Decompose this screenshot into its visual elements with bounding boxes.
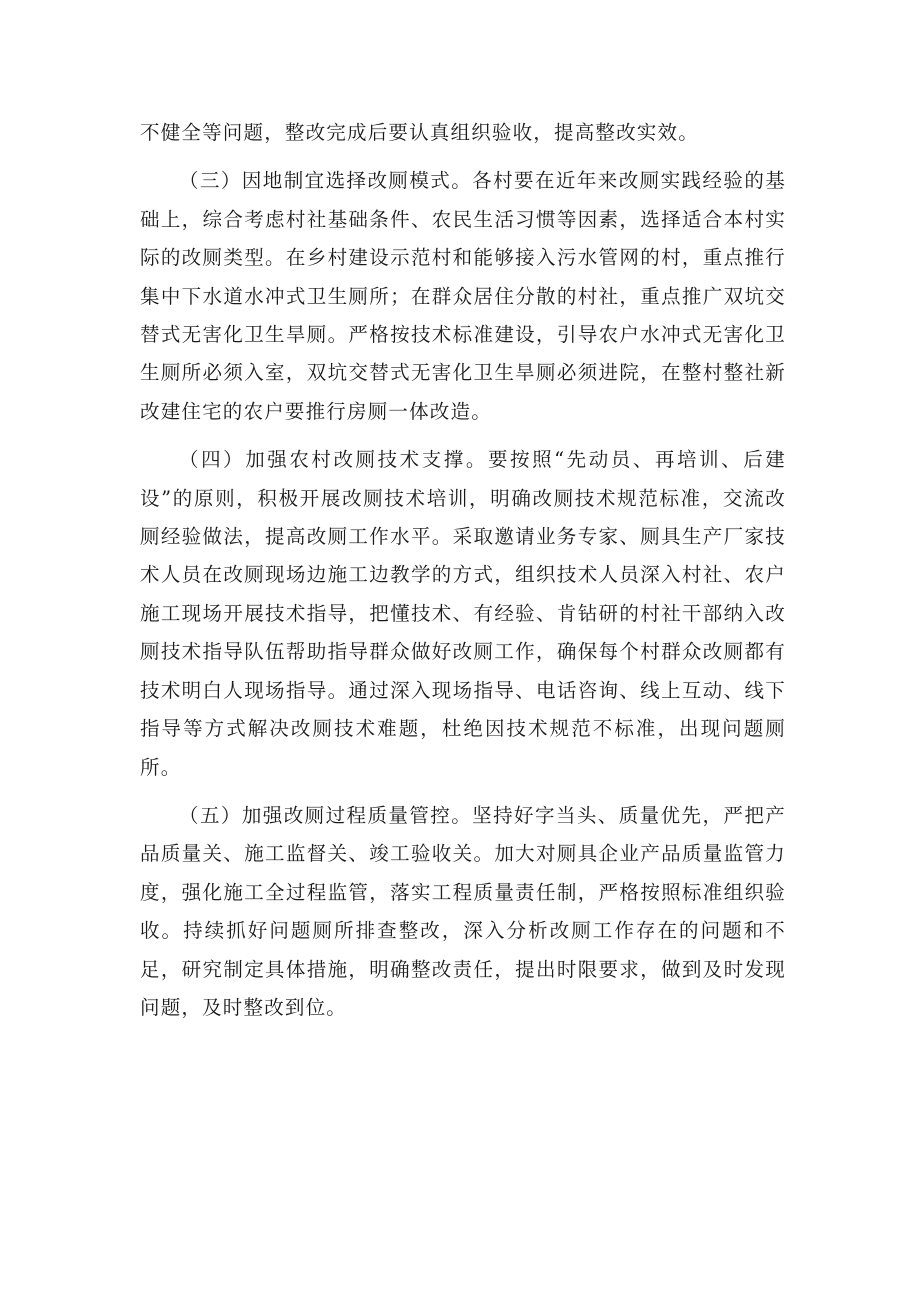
paragraph-section-3: （三）因地制宜选择改厕模式。各村要在近年来改厕实践经验的基础上，综合考虑村社基础条件、农民生活习惯等因素，选择适合本村实际的改厕类型。在乡村建设示范村和能够接入污水管网的村，重点推行集中下水道水冲式卫生厕所；在群众居住分散的村社，重点推广双坑交替式无害化卫生旱厕。严格按技术标准建设，引导农户水冲式无害化卫生厕所必须入室，双坑交替式无害化卫生旱厕必须进院，在整村整社新改建住宅的农户要推行房厕一体改造。 [140, 169, 786, 423]
document-body [140, 114, 786, 1027]
paragraph-section-4: （四）加强农村改厕技术支撑。要按照“先动员、再培训、后建设”的原则，积极开展改厕技术培训，明确改厕技术规范标准，交流改厕经验做法，提高改厕工作水平。采取邀请业务专家、厕具生产厂家技术人员在改厕现场边施工边教学的方式，组织技术人员深入村社、农户施工现场开展技术指导，把懂技术、有经验、肯钻研的村社干部纳入改厕技术指导队伍帮助指导群众做好改厕工作，确保每个村群众改厕都有技术明白人现场指导。通过深入现场指导、电话咨询、线上互动、线下指导等方式解决改厕技术难题，杜绝因技术规范不标准，出现问题厕所。 [140, 448, 786, 779]
paragraph-continuation: 不健全等问题，整改完成后要认真组织验收，提高整改实效。 [140, 121, 699, 144]
paragraph-section-5: （五）加强改厕过程质量管控。坚持好字当头、质量优先，严把产品质量关、施工监督关、竣工验收关。加大对厕具企业产品质量监管力度，强化施工全过程监管，落实工程质量责任制，严格按照标准组织验收。持续抓好问题厕所排查整改，深入分析改厕工作存在的问题和不足，研究制定具体措施，明确整改责任，提出时限要求，做到及时发现问题，及时整改到位。 [140, 803, 786, 1019]
